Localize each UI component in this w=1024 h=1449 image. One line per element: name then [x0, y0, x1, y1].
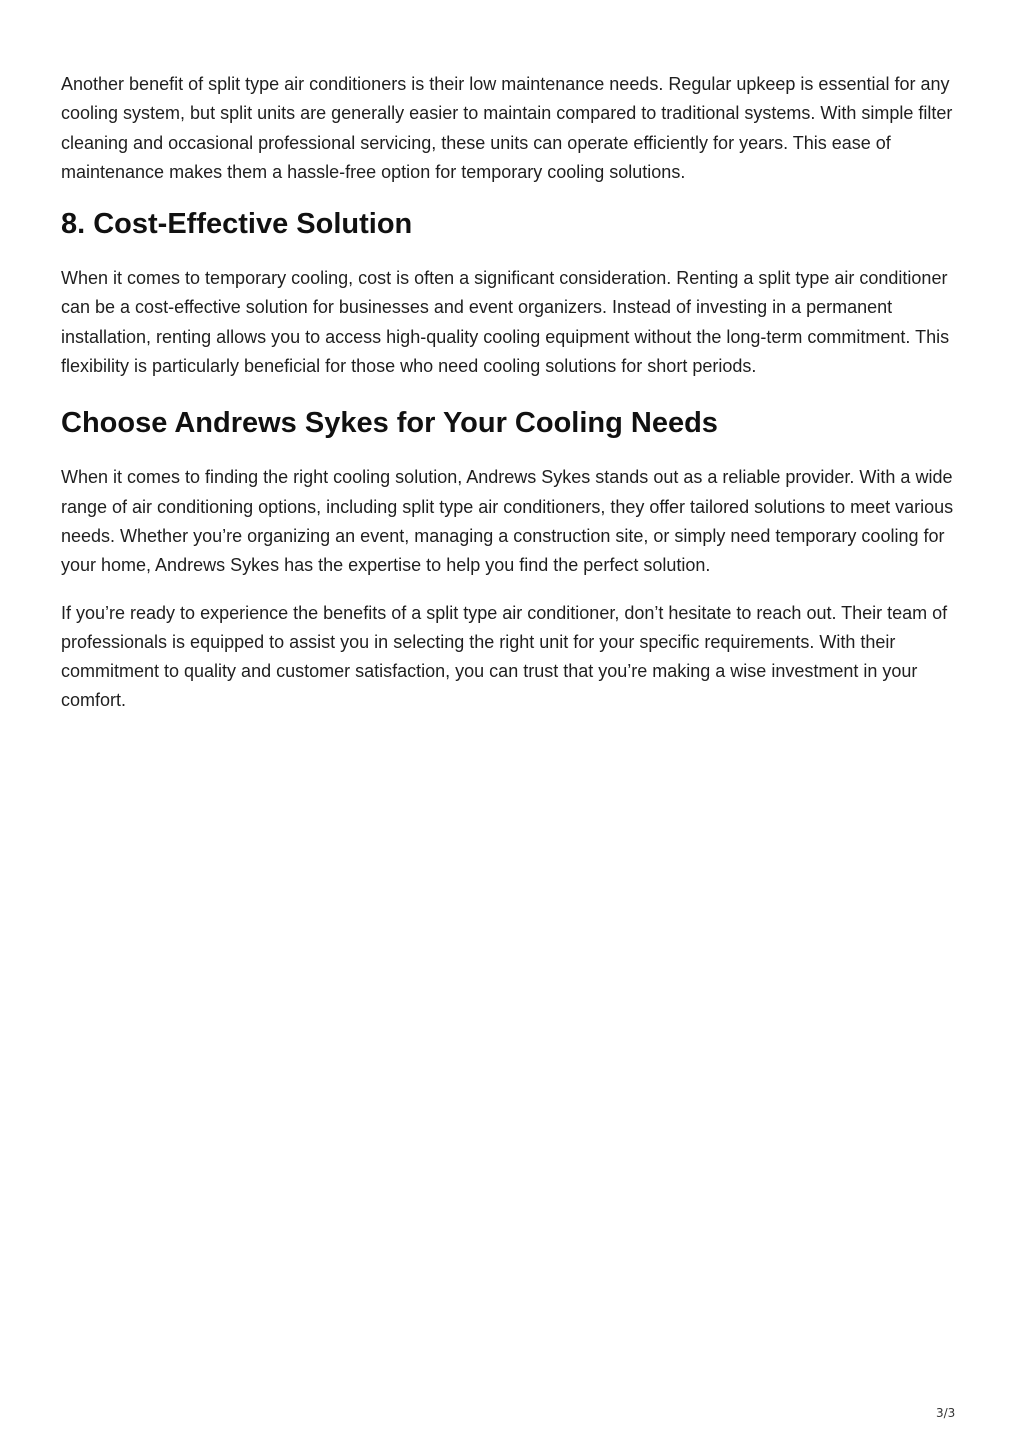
heading-cost-effective-solution: 8. Cost-Effective Solution: [61, 208, 413, 241]
page-number: 3/3: [936, 1406, 956, 1420]
paragraph-maintenance: Another benefit of split type air conditioners is their low maintenance needs. Regular upkeep is essential for any cooling system, but split units are generally easier to maintain compared to traditional systems. With simple filter cleaning and occasional professional servicing, these units can operate efficiently for years. This ease of maintenance makes them a hassle-free option for temporary cooling solutions.: [61, 74, 953, 182]
paragraph-reach-out: If you’re ready to experience the benefits of a split type air conditioner, don’t hesitate to reach out. Their team of professionals is equipped to assist you in selecting the right unit for your specific requirements. With their commitment to quality and customer satisfaction, you can trust that you’re making a wise investment in your comfort.: [61, 602, 948, 711]
paragraph-andrews-sykes: When it comes to finding the right cooling solution, Andrews Sykes stands out as a reliable provider. With a wide range of air conditioning options, including split type air conditioners, they offer tailored solutions to meet various needs. Whether you’re organizing an event, managing a construction site, or simply need temporary cooling for your home, Andrews Sykes has the expertise to help you find the perfect solution.: [61, 467, 954, 576]
heading-choose-andrews-sykes: Choose Andrews Sykes for Your Cooling Needs: [61, 407, 718, 440]
paragraph-cost-effective: When it comes to temporary cooling, cost is often a significant consideration. Renting a split type air conditioner can be a cost-effective solution for businesses and event organizers. Instead of investing in a permanent installation, renting allows you to access high-quality cooling equipment without the long-term commitment. This flexibility is particularly beneficial for those who need cooling solutions for short periods.: [61, 268, 950, 377]
document-body: [61, 70, 966, 734]
